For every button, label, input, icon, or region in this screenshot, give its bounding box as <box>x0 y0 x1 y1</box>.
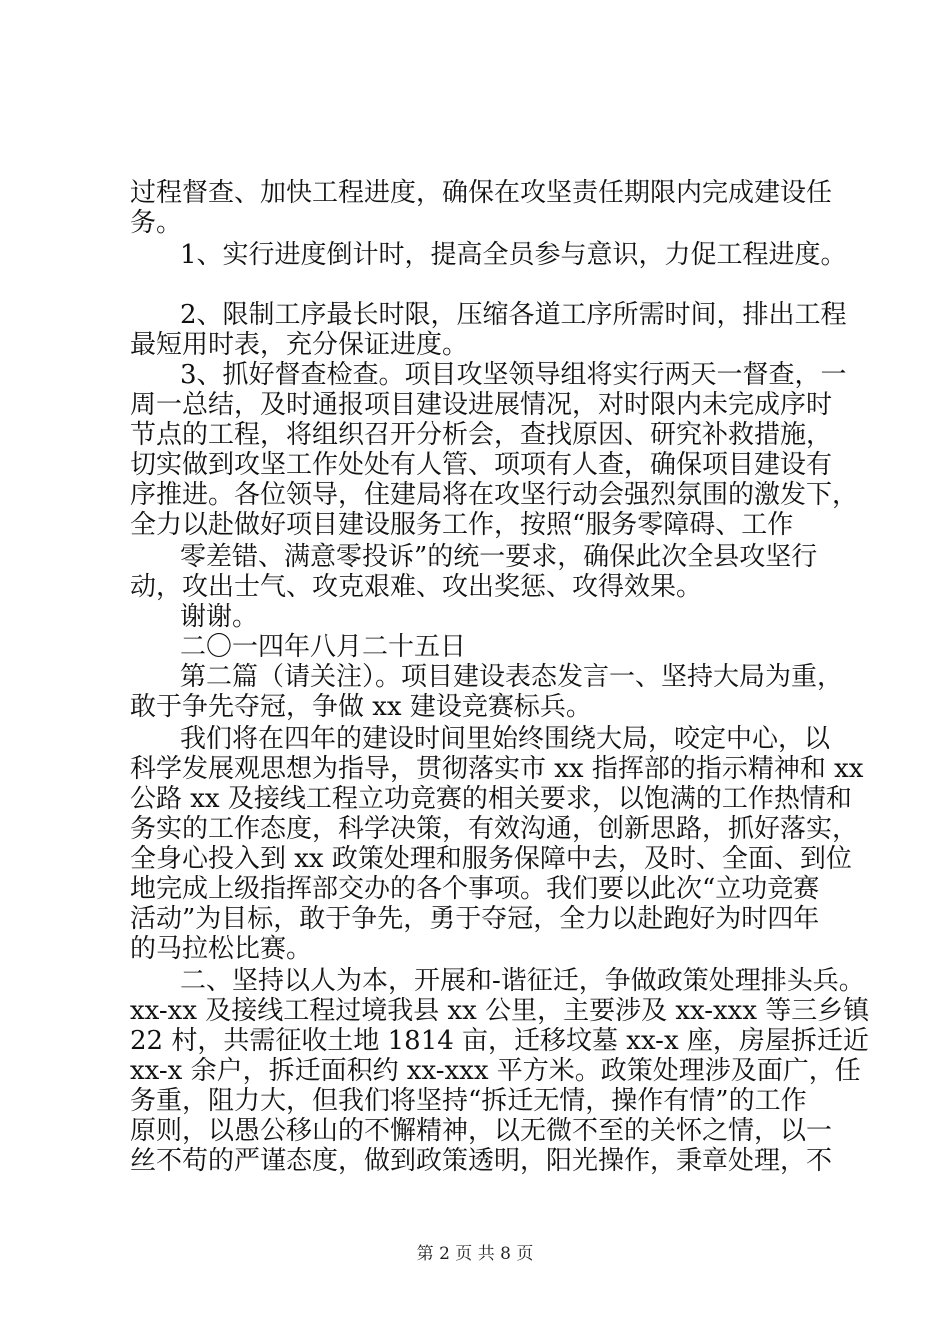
text-line-27: xx-xx 及接线工程过境我县 xx 公里，主要涉及 xx-xxx 等三乡镇 <box>130 996 870 1026</box>
text-line-7: 周一总结，及时通报项目建设进展情况，对时限内未完成序时 <box>130 390 833 420</box>
text-line-25: 的马拉松比赛。 <box>130 934 313 964</box>
text-line-10: 序推进。各位领导，住建局将在攻坚行动会强烈氛围的激发下， <box>130 480 859 510</box>
text-line-31: 原则，以愚公移山的不懈精神，以无微不至的关怀之情，以一 <box>130 1116 833 1146</box>
text-line-6: 3、抓好督查检查。项目攻坚领导组将实行两天一督查，一 <box>180 360 847 390</box>
text-line-22: 全身心投入到 xx 政策处理和服务保障中去，及时、全面、到位 <box>130 844 852 874</box>
text-line-8: 节点的工程，将组织召开分析会，查找原因、研究补救措施， <box>130 420 833 450</box>
text-line-32: 丝不苟的严谨态度，做到政策透明，阳光操作，秉章处理，不 <box>130 1146 833 1176</box>
text-line-28: 22 村，共需征收土地 1814 亩，迁移坟墓 xx-x 座，房屋拆迁近 <box>130 1026 869 1056</box>
text-line-26: 二、坚持以人为本，开展和-谐征迁，争做政策处理排头兵。 <box>180 966 865 996</box>
text-line-14: 谢谢。 <box>180 602 259 632</box>
text-line-9: 切实做到攻坚工作处处有人管、项项有人查，确保项目建设有 <box>130 450 833 480</box>
text-line-17: 敢于争先夺冠，争做 xx 建设竞赛标兵。 <box>130 692 592 722</box>
text-line-21: 务实的工作态度，科学决策，有效沟通，创新思路，抓好落实， <box>130 814 859 844</box>
text-line-2: 务。 <box>130 208 183 238</box>
page-indicator: 第 2 页 共 8 页 <box>416 1244 534 1264</box>
text-line-15: 二〇一四年八月二十五日 <box>180 632 467 662</box>
text-line-30: 务重，阻力大，但我们将坚持“拆迁无情，操作有情”的工作 <box>130 1086 807 1116</box>
text-line-5: 最短用时表，充分保证进度。 <box>130 330 469 360</box>
text-line-29: xx-x 余户，拆迁面积约 xx-xxx 平方米。政策处理涉及面广，任 <box>130 1056 861 1086</box>
text-line-11: 全力以赴做好项目建设服务工作，按照“服务零障碍、工作 <box>130 510 794 540</box>
text-line-1: 过程督查、加快工程进度，确保在攻坚责任期限内完成建设任 <box>130 178 833 208</box>
text-line-4: 2、限制工序最长时限，压缩各道工序所需时间，排出工程 <box>180 300 847 330</box>
text-line-18: 我们将在四年的建设时间里始终围绕大局，咬定中心，以 <box>180 724 831 754</box>
text-line-24: 活动”为目标，敢于争先，勇于夺冠，全力以赴跑好为时四年 <box>130 904 820 934</box>
text-line-20: 公路 xx 及接线工程立功竞赛的相关要求，以饱满的工作热情和 <box>130 784 852 814</box>
text-line-23: 地完成上级指挥部交办的各个事项。我们要以此次“立功竞赛 <box>130 874 820 904</box>
text-line-3: 1、实行进度倒计时，提高全员参与意识，力促工程进度。 <box>180 240 847 270</box>
text-line-12: 零差错、满意零投诉”的统一要求，确保此次全县攻坚行 <box>180 542 818 572</box>
text-line-13: 动，攻出士气、攻克艰难、攻出奖惩、攻得效果。 <box>130 572 703 602</box>
text-line-19: 科学发展观思想为指导，贯彻落实市 xx 指挥部的指示精神和 xx <box>130 754 864 784</box>
text-line-16: 第二篇（请关注）。项目建设表态发言一、坚持大局为重， <box>180 662 844 692</box>
